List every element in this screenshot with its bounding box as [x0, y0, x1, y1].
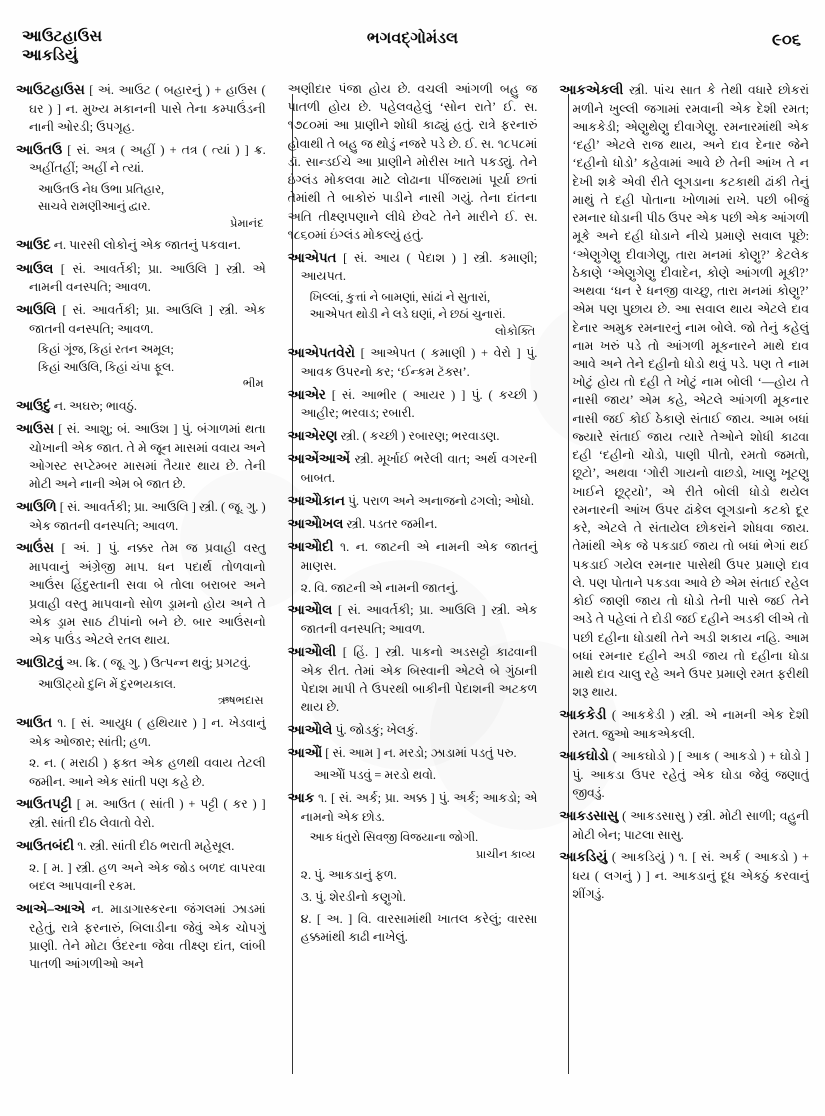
entry-definition: ( આકઘોડો ) [ આક ( આકડો ) + ઘોડો ] પું. આકડા ઉપર રહેતું એક ઘોડા જેવું જણાતું જીવડું. [572, 749, 810, 801]
entry-definition: ન. પારસી લોકોનું એક જાતનું પકવાન. [50, 238, 241, 253]
text-column-2 [276, 80, 548, 1100]
dictionary-entry [16, 300, 266, 338]
quotation-verse [16, 341, 266, 392]
dictionary-entry [559, 746, 809, 802]
entry-definition: [ સં. આમ ] ન. મરડો; ઝાડામાં પડતું પરુ. [322, 745, 517, 760]
entry-definition: [ સં. આવર્તકી; પ્રા. આઉલિ ] સ્ત્રી. ( જૂ. ગુ. ) એક જાતની વનસ્પતિ; આવળ. [29, 499, 266, 533]
dictionary-entry [16, 140, 266, 178]
entry-headword: આક [287, 789, 315, 805]
entry-headword: આઉલ [16, 260, 54, 276]
entry-headword: આઉદ [16, 237, 51, 253]
dictionary-entry [559, 847, 809, 903]
entry-headword: આએોલે [287, 721, 333, 737]
quotation-verse [288, 289, 538, 340]
dictionary-entry [16, 419, 266, 493]
columns-container [16, 80, 809, 1100]
text-column-3 [547, 80, 809, 1100]
page-number: ૯૦૬ [772, 30, 801, 49]
dictionary-entry [288, 385, 538, 423]
entry-headword: આએોલ [287, 602, 333, 618]
dictionary-entry [559, 705, 809, 743]
entry-sense: ૪. [ અ. ] વિ. વારસામાંથી ખાતલ કરેલું; વારસા હક્કમાંથી કાઢી નાખેલું. [300, 911, 538, 945]
entry-headword: આઉતબંદી [16, 837, 75, 853]
verse-line: આઉતઉ નેધ ઉભા પ્રતિહાર, [38, 182, 165, 197]
entry-headword: આએર [287, 386, 326, 402]
dictionary-entry [288, 600, 538, 638]
entry-sense: ૩. પું. શેરડીનો કણુગો. [300, 890, 406, 905]
verse-line: સાચવે રામણીઆનું દ્વાર. [38, 199, 151, 214]
entry-headword: આએોલી [287, 643, 337, 659]
entry-headword: આએોદી [287, 539, 334, 555]
entry-definition: સ્ત્રી. ( કચ્છી ) રબારણ; ભરવાડણ. [337, 429, 500, 444]
page-header [16, 28, 809, 74]
entry-headword: આઉસ [16, 420, 55, 436]
entry-definition: ( આકડિયું ) ૧. [ સં. અર્ક ( આકડો ) + ધય ( લગનું ) ] ન. આકડાનું દૂધ એકઠું કરવાનું શીંગડું. [572, 850, 810, 902]
dictionary-entry [16, 259, 266, 297]
dictionary-entry [16, 235, 266, 255]
verse-line: આક ધંતુરો સિવજી વિજયાના જોગી. [309, 830, 479, 845]
entry-headword: આએપતવેરો [287, 345, 356, 361]
running-headword-last: આકડિયું [22, 46, 78, 64]
entry-headword: આકઘોડો [559, 748, 609, 764]
entry-definition: [ સં. અત્ર ( અહીં ) + તત્ર ( ત્યાં ) ] ક્ર. અહીંતહીં; અહીં ને ત્યાં. [29, 142, 266, 176]
entry-definition: [ સં. આય ( પેદાશ ) ] સ્ત્રી. કમાણી; આયપત. [300, 250, 538, 284]
entry-headword: આએોં [287, 744, 323, 760]
entry-headword: આઉતઉ [16, 141, 63, 157]
dictionary-entry [288, 449, 538, 487]
entry-headword: આઉટહાઉસ [16, 82, 85, 97]
entry-headword: આકડિયું [559, 849, 608, 865]
quotation-attribution: ઋષભદાસ [217, 694, 264, 708]
entry-definition: [ આએપત ( કમાણી ) + વેરો ] પું. આવક ઉપરનો કર; ‘ઈન્કમ ટૅક્સ’. [300, 346, 538, 380]
entry-headword: આઉલિ [16, 302, 57, 318]
entry-definition: [ હિં. ] સ્ત્રી. પાકનો અડસટ્ટો કાઢવાની એક રીત. તેમાં એક બિસ્વાની એટલે બે ગુંઠાની પેદાશ માપી તે ઉપરથી બાકીની પેદાશની અટકળ થાય છે. [300, 644, 538, 715]
dictionary-entry [288, 720, 538, 740]
dictionary-entry [288, 491, 538, 511]
entry-headword: આઊટવું [16, 654, 64, 670]
quotation-verse [16, 181, 266, 232]
entry-definition: ૧. સ્ત્રી. સાંતી દીઠ ભરાતી મહેસૂલ. [74, 838, 235, 853]
entry-example: આએોં પડવું = મરડો થવો. [313, 768, 437, 783]
running-headword-first: આઉટહાઉસ [22, 28, 103, 45]
entry-definition: અ. ક્રિ. ( જૂ. ગુ. ) ઉત્પન્ન થવું; પ્રગટવું. [63, 655, 251, 670]
dictionary-entry [16, 794, 266, 832]
text-column-1 [16, 80, 276, 1100]
entry-definition: પું. જોડકું; ખેલકું. [332, 722, 418, 737]
entry-headword: આઉતપટ્ટી [16, 796, 72, 812]
entry-continuation: અણીદાર પંજા હોય છે. વચલી આંગળી બહુ જ પાતળી હોય છે. પહેલવહેલું ‘સોન રાતે’ ઈ. સ. ૧૭૮૦માં આ પ્રાણીને શોધી કાઢ્યું હતું. રાત્રે ફરનારું હોવાથી તે બહુ જ થોડું નજરે પડે છે. ઈ. સ. ૧૮૫૮માં ડૉ. સાન્ડઈચે આ પ્રાણીને મોરીસ ખાતે પકડ્યું. તેને ઇંગ્લંડ મોકલવા માટે લોઢાના પીંજરામાં પૂર્યા છતાં તેમાંથી તે બાકોરું પાડીને નાસી ગયું. તેના દાંતના અતિ તીક્ષ્ણપણાને લીધે છેવટે તેને મારીને ઈ. સ. ૧૮૬૦માં ઇંગ્લંડ મોકલ્યું હતું. [287, 82, 538, 242]
dictionary-entry [288, 537, 538, 575]
entry-sense: ૨. વિ. જાટની એ નામની જાતનું. [300, 580, 459, 595]
entry-headword: આએપત [287, 249, 337, 265]
dictionary-entry [16, 497, 266, 535]
verse-line: કિહાં ગૂંજ, કિહાં રતન અમૂલ; [38, 342, 174, 357]
verse-line: ખિલ્લાં, કુત્તાં ને બામણાં, સાંઢાં ને સુતારાં, [309, 290, 491, 305]
entry-definition: સ્ત્રી. પાંચ સાત કે તેથી વધારે છોકરાં મળીને ખુલ્લી જગામાં રમવાની એક દેશી રમત; આકકેડી; એણુથેણુ દીવાગેણુ. રમનારમાંથી એક ‘દહી’ એટલે રાજ થાય, અને દાવ દેનાર જેને ‘દહીનો ધોડો’ કહેવામાં આવે છે તેની આંખ તે ન દેખી શકે એવી રીતે લૂગડાના કટકાથી ઢાંકી તેનું માથું તે દહી પોતાના ખોળામાં રાખે. પછી બીજું રમનાર ધોડાની પીઠ ઉપર એક પછી એક આંગળી મૂકે અને દહી ધોડાને નીચે પ્રમાણે સવાલ પૂછે: ‘એણુગેણુ દીવાગેણુ, તારા મનમાં કોણુ?’ કેટલેક ઠેકાણે ‘એણુગેણુ દીવાદેન, કોણે આંગળી મૂકી?’ અથવા ‘ધન રે ધનજી વાચ્છુ, તારા મનમાં કોણુ?’ એમ પણ પુછાય છે. આ સવાલ થાય એટલે દાવ દેનાર અમુક રમનારનું નામ બોલે. જો તેનું કહેલું નામ ખરું પડે તો આંગળી મૂકનારને માથે દાવ આવે અને તેને દહીનો ધોડો થવું પડે. પણ તે નામ ખોટું હોય તો દહી તે ખોટું નામ બોલી ‘—હોય તે નાસી જાય’ એમ કહે, એટલે આંગળી મૂકનાર નાસી જઈ કોઈ ઠેકાણે સંતાઈ જાય. આમ બધાં જ્યારે સંતાઈ જાય ત્યારે તેઓને શોધી કાઢવા દહી ‘દહીનો ચોડો, પાણી પીતો, રમતો જમતો, છૂટો’, અથવા ‘ગોરી ગાયનો વાછડો, ખાણુ ખૂટણુ ખાઈને છૂટ્યો’, એ રીતે બોલી ધોડો થયેલ રમનારની આંખ ઉપર ઢાંકેલ લૂગડાનો કટકો દૂર કરે, એટલે તે સંતાયેલ છોકરાંને શોધવા જાય. તેમાંથી એક જે પકડાઈ જાય તો બધાં ભેગાં થઈ પકડાઈ ગયેલ રમનાર પાસેથી ઉપર પ્રમાણે દાવ લે. પણ પોતાને પકડવા આવે છે એમ સંતાઈ રહેલ કોઈ જાણી જાય તો ધોડો તેની પાસે જઈ તેને અડે તે પહેલાં તે દોડી જઈ દહીને અડકી લીએ તો પછી દહીના ધોડાથી તેને અડી શકાય નહિ. આમ બધાં રમનાર દહીને અડી જાય તો દહીના ધોડા માથે દાવ ચાલુ રહે અને ઉપર પ્રમાણે રમત ફરીથી શરૂ થાય. [572, 83, 810, 700]
dictionary-entry [16, 653, 266, 673]
entry-headword: આએરણ [287, 428, 338, 444]
entry-definition: ( આકકેડી ) સ્ત્રી. એ નામની એક દેશી રમત. જુઓ આકએકલી. [572, 707, 810, 741]
entry-headword: આએંઆએં [287, 451, 350, 467]
dictionary-entry [16, 80, 266, 136]
entry-definition: [ અં. આઉટ ( બહારનું ) + હાઉસ ( ઘર ) ] ન. મુખ્ય મકાનની પાસે તેના કમ્પાઉંડની નાની ઓરડી; ઉપગૃહ. [29, 83, 266, 134]
entry-definition: [ સં. આવર્તકી; પ્રા. આઉલિ ] સ્ત્રી. એ નામની વનસ્પતિ; આવળ. [29, 261, 266, 295]
dictionary-entry [16, 396, 266, 416]
entry-definition: [ સં. આશુ; બં. આઉશ ] પું. બંગાળમાં થતા ચોખાની એક જાત. તે મે જૂન માસમાં વવાય અને ઓગસ્ટ સપ્ટેમ્બર માસમાં તૈયાર થાય છે. તેની મોટી અને નાની એમ બે જાત છે. [29, 421, 266, 492]
quotation-attribution: પ્રેમાનંદ [230, 216, 264, 230]
entry-definition: ૧. [ સં. અર્ક; પ્રા. અક્ક ] પું. અર્ક; આકડો; એ નામનો એક છોડ. [300, 790, 538, 824]
entry-headword: આઉદું [16, 397, 51, 413]
verse-line: કિહાં આઉલિ, કિહાં ચંપા ફૂલ. [38, 359, 175, 374]
entry-headword: આએ–આએ [16, 900, 86, 916]
dictionary-entry [288, 248, 538, 286]
quotation-attribution: પ્રાચીન કાવ્ય [475, 847, 536, 861]
entry-definition: ( આકડસાસુ ) સ્ત્રી. મોટી સાળી; વહુની મોટી બેન; પાટલા સાસુ. [572, 809, 810, 842]
entry-sense: ૨. પું. આકડાનું ફળ. [300, 868, 397, 883]
dictionary-entry [16, 836, 266, 856]
book-title: ભગવદ્ગોમંડલ [366, 30, 459, 47]
entry-sense: ૨. [ મ. ] સ્ત્રી. હળ અને એક જોડ બળદ વાપરવા બદલ આપવાની રકમ. [29, 861, 266, 894]
entry-definition: [ સં. આવર્તકી; પ્રા. આઉલિ ] સ્ત્રી. એક જાતની વનસ્પતિ; આવળ. [300, 603, 538, 637]
quotation-attribution: લોકોક્તિ [494, 324, 536, 338]
entry-headword: આએોકાન [287, 492, 345, 508]
entry-definition: [ સં. આવર્તકી; પ્રા. આઉલિ ] સ્ત્રી. એક જાતની વનસ્પતિ; આવળ. [29, 303, 266, 336]
quotation-attribution: ભીમ [242, 376, 264, 390]
dictionary-entry [16, 538, 266, 649]
dictionary-entry [16, 899, 266, 973]
entry-headword: આઉત [16, 714, 53, 730]
dictionary-entry [288, 642, 538, 716]
dictionary-entry [288, 514, 538, 534]
entry-definition: સ્ત્રી. પડતર જમીન. [343, 517, 438, 532]
dictionary-entry [16, 713, 266, 751]
entry-definition: ૧. ન. જાટની એ નામની એક જાતનું માણસ. [300, 540, 538, 573]
entry-definition: ન. માડાગાસ્કરના જંગલમાં ઝાડમાં રહેતું, રાત્રે ફરનારું, બિલાડીના જેવું એક ચોપગું પ્રાણી. તેને મોટા ઉંદરના જેવા તીક્ષ્ણ દાંત, લાંબી પાતળી આંગળીઓ અને [29, 901, 266, 972]
verse-line: આઊટ્યો દુનિ મેં દુરભયકાલ. [38, 676, 176, 691]
entry-definition: સ્ત્રી. મૂર્ખાઈ ભરેલી વાત; અર્થ વગરની બાબત. [300, 452, 538, 486]
entry-definition: [ મ. આઉત ( સાંતી ) + પટ્ટી ( કર ) ] સ્ત્રી. સાંતી દીઠ લેવાતો વેરો. [29, 797, 266, 831]
entry-headword: આકડસાસુ [559, 808, 619, 824]
entry-sense: ૨. ન. ( મરાઠી ) ફક્ત એક હળથી વવાય તેટલી જમીન. આને એક સાંતી પણ કહે છે. [29, 756, 266, 789]
entry-definition: [ સં. આભીર ( આયર ) ] પું. ( કચ્છી ) આહીર; ભરવાડ; રબારી. [300, 387, 538, 421]
quotation-verse [16, 676, 266, 710]
dictionary-entry [559, 80, 809, 701]
dictionary-entry [559, 806, 809, 844]
entry-definition: ૧. [ સં. આયુધ ( હથિયાર ) ] ન. ખેડવાનું એક ઓજાર; સાંતી; હળ. [29, 715, 266, 749]
dictionary-entry [288, 743, 538, 763]
dictionary-entry [288, 426, 538, 446]
entry-headword: આકકેડી [559, 706, 607, 722]
dictionary-entry [288, 343, 538, 381]
entry-headword: આકએકલી [559, 82, 624, 97]
entry-headword: આએોખલ [287, 516, 344, 532]
entry-definition: ન. અઘરુ; ભાવઠું. [50, 398, 137, 413]
quotation-verse [288, 829, 538, 863]
dictionary-entry [288, 788, 538, 826]
entry-definition: પું. પરાળ અને અનાજનો ઢગલો; ઓધો. [344, 493, 534, 508]
entry-headword: આઉળિ [16, 498, 57, 514]
entry-definition: [ અં. ] પું. નક્કર તેમ જ પ્રવાહી વસ્તુ માપવાનું અંગ્રેજી માપ. ધન પદાર્થ તોળવાનો આઉંસ હિંદુસ્તાની સવા બે તોલા બરાબર અને પ્રવાહી વસ્તુ માપવાનો સોળ ડ્રામનો હોય અને તે એક ડ્રામ સાઠ ટીપાંનો બને છે. બાર આઉંસનો એક પાઉંડ એટલે રતલ થાય. [29, 541, 266, 647]
entry-headword: આઉંસ [16, 540, 55, 556]
verse-line: આએપત થોડી ને લડે ઘણાં, ને છઠાં ચુનારાં. [309, 307, 506, 322]
